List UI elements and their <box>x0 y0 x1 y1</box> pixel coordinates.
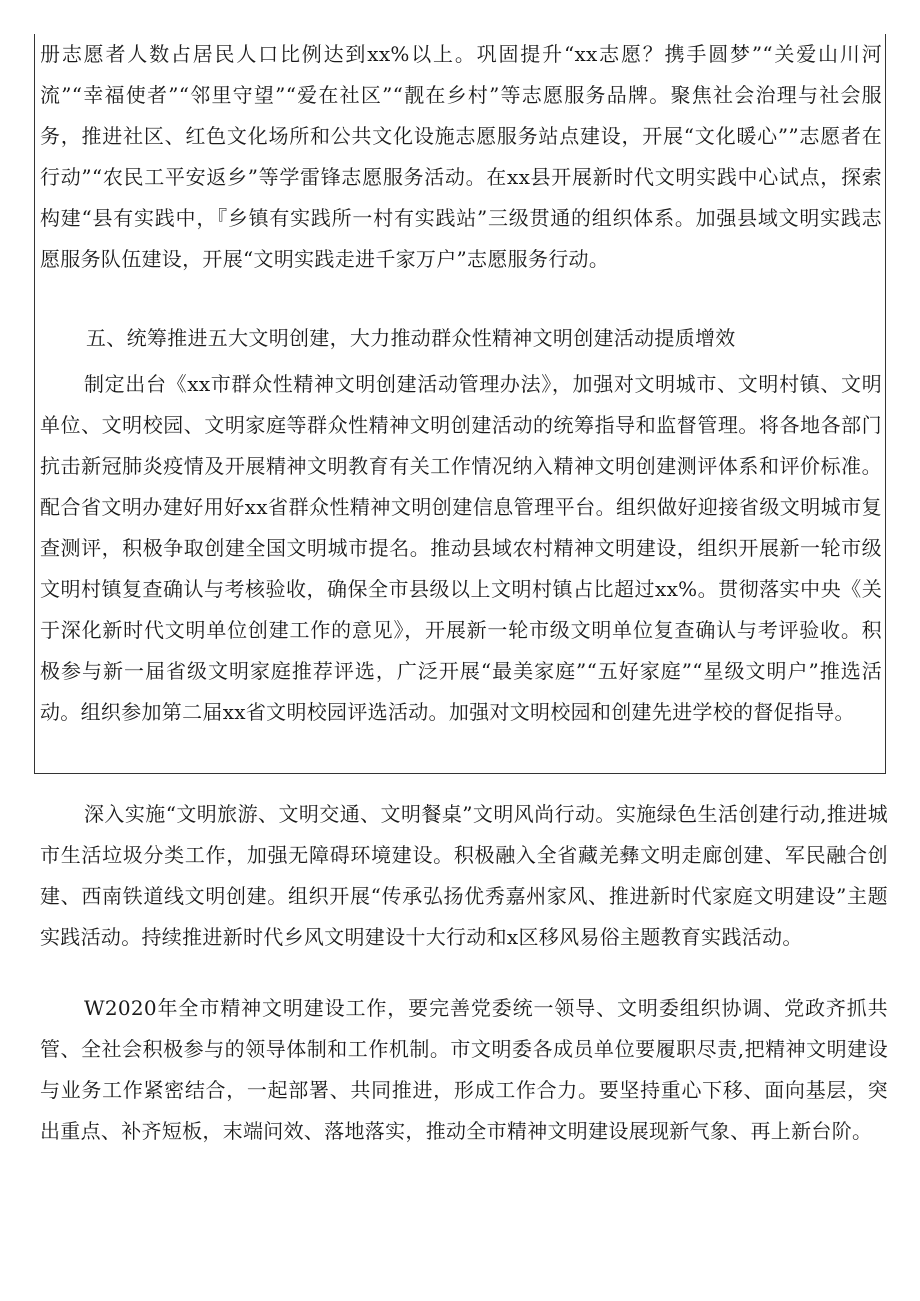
paragraph-civilization-creation: 制定出台《xx市群众性精神文明创建活动管理办法》，加强对文明城市、文明村镇、文明单位、文明校园、文明家庭等群众性精神文明创建活动的统筹指导和监督管理。将各地各部门抗击新冠肺炎疫情及开展精神文明教育有关工作情况纳入精神文明创建测评体系和评价标准。配合省文明办建好用好xx省群众性精神文明创建信息管理平台。组织做好迎接省级文明城市复查测评，积极争取创建全国文明城市提名。推动县域农村精神文明建设，组织开展新一轮市级文明村镇复查确认与考核验收，确保全市县级以上文明村镇占比超过xx%。贯彻落实中央《关于深化新时代文明单位创建工作的意见》，开展新一轮市级文明单位复查确认与考评验收。积极参与新一届省级文明家庭推荐评选，广泛开展“最美家庭”“五好家庭”“星级文明户”推选活动。组织参加第二届xx省文明校园评选活动。加强对文明校园和创建先进学校的督促指导。 <box>40 372 882 724</box>
paragraph-volunteer-service: 册志愿者人数占居民人口比例达到xx%以上。巩固提升“xx志愿？携手圆梦”“关爱山川河流”“幸福使者”“邻里守望”“爱在社区”“靓在乡村”等志愿服务品牌。聚焦社会治理与社会服务，推进社区、红色文化场所和公共文化设施志愿服务站点建设，开展“文化暖心””志愿者在行动”“农民工平安返乡”等学雷锋志愿服务活动。在xx县开展新时代文明实践中心试点，探索构建“县有实践中，『乡镇有实践所一村有实践站”三级贯通的组织体系。加强县域文明实践志愿服务队伍建设，开展“文明实践走进千家万户”志愿服务行动。 <box>40 42 882 271</box>
paragraph-civilized-customs: 深入实施“文明旅游、文明交通、文明餐桌”文明风尚行动。实施绿色生活创建行动,推进城市生活垃圾分类工作，加强无障碍环境建设。积极融入全省藏羌彝文明走廊创建、军民融合创建、西南铁道线文明创建。组织开展“传承弘扬优秀嘉州家风、推进新时代家庭文明建设”主题实践活动。持续推进新时代乡风文明建设十大行动和x区移风易俗主题教育实践活动。 <box>40 802 888 949</box>
section-heading-five: 五、统筹推进五大文明创建，大力推动群众性精神文明创建活动提质增效 <box>86 326 736 350</box>
paragraph-work-summary: W2020年全市精神文明建设工作，要完善党委统一领导、文明委组织协调、党政齐抓共管、全社会积极参与的领导体制和工作机制。市文明委各成员单位要履职尽责,把精神文明建设与业务工作紧密结合，一起部署、共同推进，形成工作合力。要坚持重心下移、面向基层，突出重点、补齐短板，末端问效、落地落实，推动全市精神文明建设展现新气象、再上新台阶。 <box>40 996 888 1143</box>
